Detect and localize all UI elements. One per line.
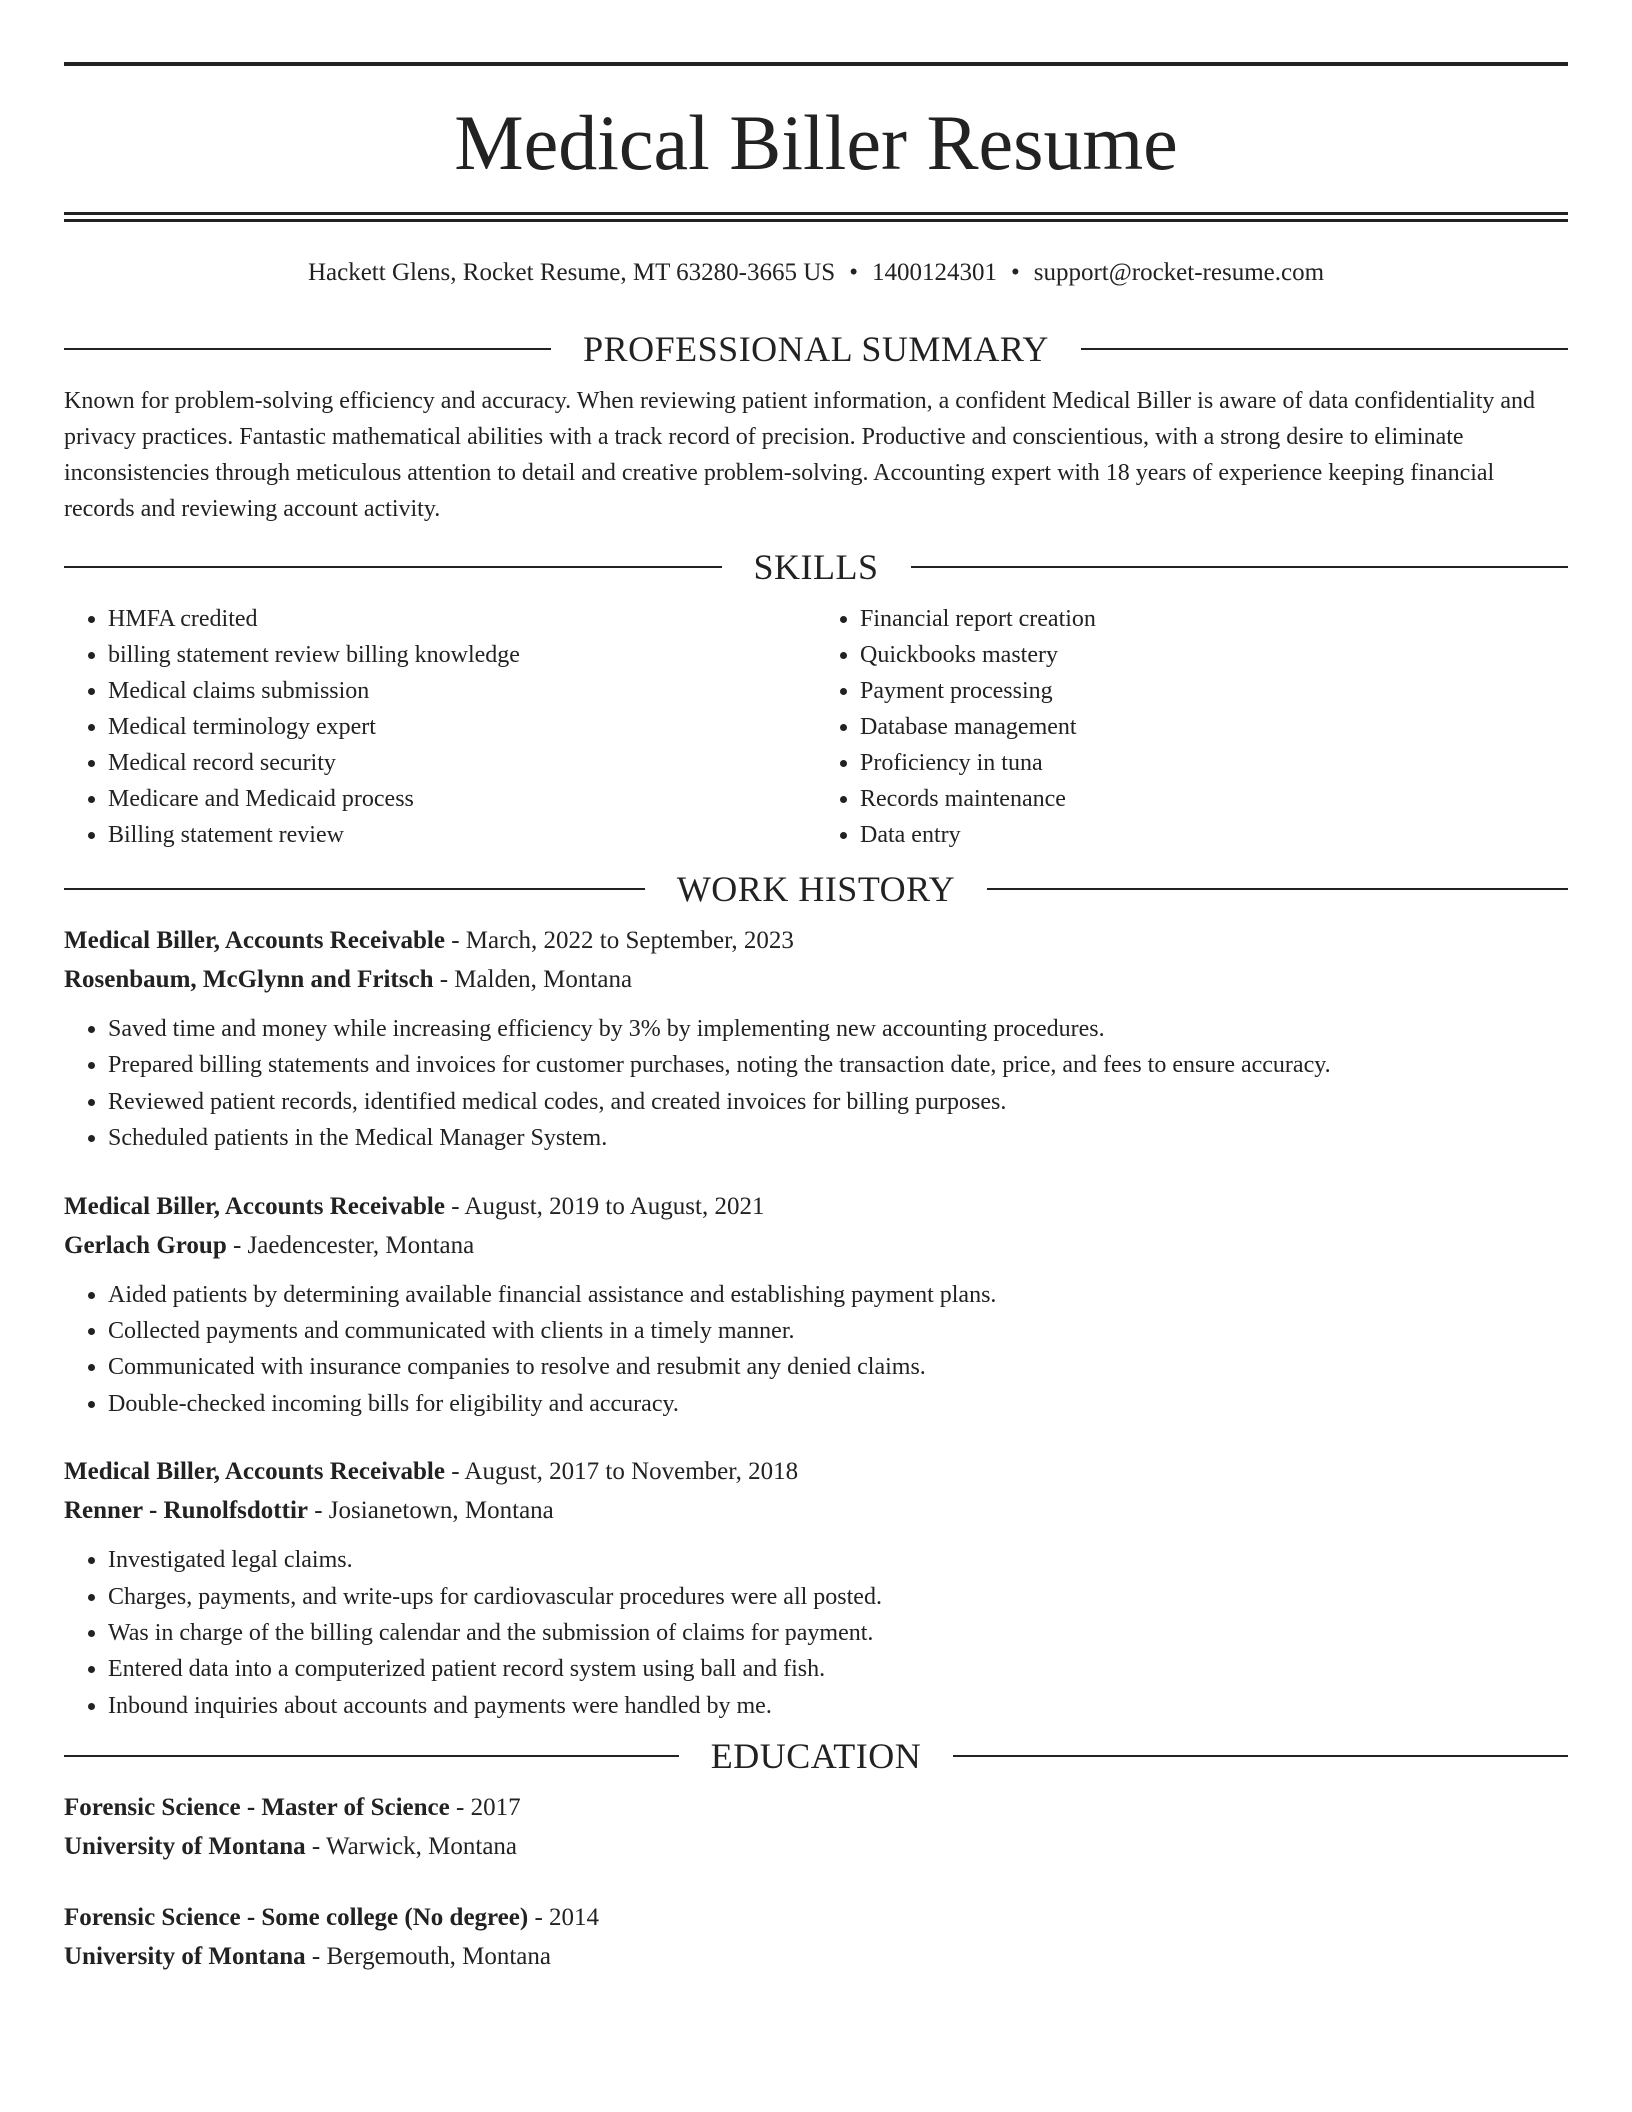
job-company: Rosenbaum, McGlynn and Fritsch [64, 966, 434, 993]
job-bullet: • Saved time and money while increasing efficiency by 3% by implementing new accounting procedures. [108, 1011, 1568, 1047]
job-bullet: • Charges, payments, and write-ups for cardiovascular procedures were all posted. [108, 1579, 1568, 1615]
job-company-line [64, 1491, 1568, 1530]
heading-rule [1081, 348, 1568, 350]
job-bullet: • Collected payments and communicated with clients in a timely manner. [108, 1313, 1568, 1349]
section-title: SKILLS [753, 547, 879, 587]
job-bullets [64, 1277, 1568, 1423]
skill-item: • HMFA credited [108, 601, 816, 637]
job-company: Gerlach Group [64, 1231, 227, 1259]
education-school-line [64, 1937, 1568, 1976]
skill-item: • Quickbooks mastery [860, 637, 1568, 673]
job-bullet: • Investigated legal claims. [108, 1542, 1568, 1578]
job-bullets [64, 1011, 1568, 1157]
contact-line [64, 258, 1568, 288]
job-bullet: • Reviewed patient records, identified medical codes, and created invoices for billing purposes. [108, 1084, 1568, 1120]
education-entry [64, 1898, 1568, 1976]
heading-rule [64, 566, 722, 568]
heading-rule [953, 1755, 1568, 1757]
job-bullet: • Aided patients by determining available financial assistance and establishing payment plans. [108, 1277, 1568, 1313]
contact-separator: • [1010, 259, 1020, 286]
education-degree-line [64, 1788, 1568, 1827]
job-company-line [64, 1226, 1568, 1265]
job-company-line [64, 960, 1568, 999]
skill-item: • Billing statement review [108, 817, 816, 853]
job-title-line [64, 1187, 1568, 1226]
contact-email: support@rocket-resume.com [1033, 259, 1325, 286]
section-heading-work [64, 867, 1568, 911]
skill-item: • Medical claims submission [108, 673, 816, 709]
job-bullet: • Communicated with insurance companies to resolve and resubmit any denied claims. [108, 1349, 1568, 1385]
skill-item: • Proficiency in tuna [860, 745, 1568, 781]
section-heading-education [64, 1734, 1568, 1778]
job-title-line [64, 1452, 1568, 1491]
skill-item: • Medical terminology expert [108, 709, 816, 745]
resume-content [64, 62, 1568, 1976]
skill-item: • Medical record security [108, 745, 816, 781]
job-dates: - August, 2019 to August, 2021 [444, 1192, 765, 1220]
heading-rule [64, 348, 551, 350]
contact-phone: 1400124301 [871, 259, 997, 286]
skill-item: • billing statement review billing knowledge [108, 637, 816, 673]
education-entry [64, 1788, 1568, 1866]
education-school: University of Montana [64, 1833, 306, 1861]
skill-item: • Database management [860, 709, 1568, 745]
education-degree: Forensic Science - Master of Science [64, 1794, 450, 1822]
education-degree: Forensic Science - Some college (No degree) [64, 1904, 529, 1932]
skill-item: • Financial report creation [860, 601, 1568, 637]
job-title: Medical Biller, Accounts Receivable [64, 1192, 445, 1220]
job-entry [64, 1187, 1568, 1423]
skill-item: • Medicare and Medicaid process [108, 781, 816, 817]
job-title: Medical Biller, Accounts Receivable [64, 927, 445, 954]
education-degree-line [64, 1898, 1568, 1937]
heading-rule [987, 888, 1568, 890]
education-year: - 2014 [528, 1904, 600, 1932]
job-entry [64, 921, 1568, 1157]
job-bullet: • Entered data into a computerized patient record system using ball and fish. [108, 1651, 1568, 1687]
job-company: Renner - Runolfsdottir [64, 1497, 308, 1525]
education-school: University of Montana [64, 1943, 306, 1971]
skills-column-left [64, 601, 816, 853]
skills-column-right [816, 601, 1568, 853]
heading-rule [911, 566, 1569, 568]
education-location: - Warwick, Montana [305, 1833, 518, 1861]
page-title: Medical Biller Resume [454, 99, 1178, 186]
education-location: - Bergemouth, Montana [305, 1943, 551, 1971]
job-bullets [64, 1542, 1568, 1724]
skill-item: • Records maintenance [860, 781, 1568, 817]
title-double-rule [64, 212, 1568, 222]
job-bullet: • Scheduled patients in the Medical Manager System. [108, 1120, 1568, 1156]
education-school-line [64, 1827, 1568, 1866]
job-entry [64, 1452, 1568, 1724]
job-dates: - March, 2022 to September, 2023 [444, 927, 794, 954]
job-dates: - August, 2017 to November, 2018 [444, 1458, 799, 1486]
section-title: WORK HISTORY [676, 869, 956, 909]
section-title: PROFESSIONAL SUMMARY [583, 329, 1049, 369]
heading-rule [64, 888, 645, 890]
skill-item: • Data entry [860, 817, 1568, 853]
job-title: Medical Biller, Accounts Receivable [64, 1458, 445, 1486]
job-location: - Josianetown, Montana [307, 1497, 554, 1525]
job-location: - Jaedencester, Montana [226, 1231, 475, 1259]
job-bullet: • Double-checked incoming bills for eligibility and accuracy. [108, 1386, 1568, 1422]
heading-rule [64, 1755, 679, 1757]
job-bullet: • Inbound inquiries about accounts and payments were handled by me. [108, 1688, 1568, 1724]
contact-address: Hackett Glens, Rocket Resume, MT 63280-3665 US [307, 259, 836, 286]
summary-text: Known for problem-solving efficiency and accuracy. When reviewing patient information, a confident Medical Biller is aware of data confidentiality and privacy practices. Fantastic mathematical abilities with a track record of precision. Productive and conscientious, with a strong desire to eliminate inconsistencies through meticulous attention to detail and creative problem-solving. Accounting expert with 18 years of experience keeping financial records and reviewing account activity. [64, 388, 1536, 522]
job-location: - Malden, Montana [433, 966, 633, 993]
section-heading-summary [64, 327, 1568, 371]
job-title-line [64, 921, 1568, 960]
skill-item: • Payment processing [860, 673, 1568, 709]
skills-list [64, 601, 1568, 853]
section-heading-skills [64, 545, 1568, 589]
section-title: EDUCATION [710, 1736, 922, 1777]
job-bullet: • Prepared billing statements and invoices for customer purchases, noting the transaction date, price, and fees to ensure accuracy. [108, 1047, 1568, 1083]
contact-separator: • [849, 259, 858, 286]
education-year: - 2017 [449, 1794, 521, 1822]
job-bullet: • Was in charge of the billing calendar and the submission of claims for payment. [108, 1615, 1568, 1651]
